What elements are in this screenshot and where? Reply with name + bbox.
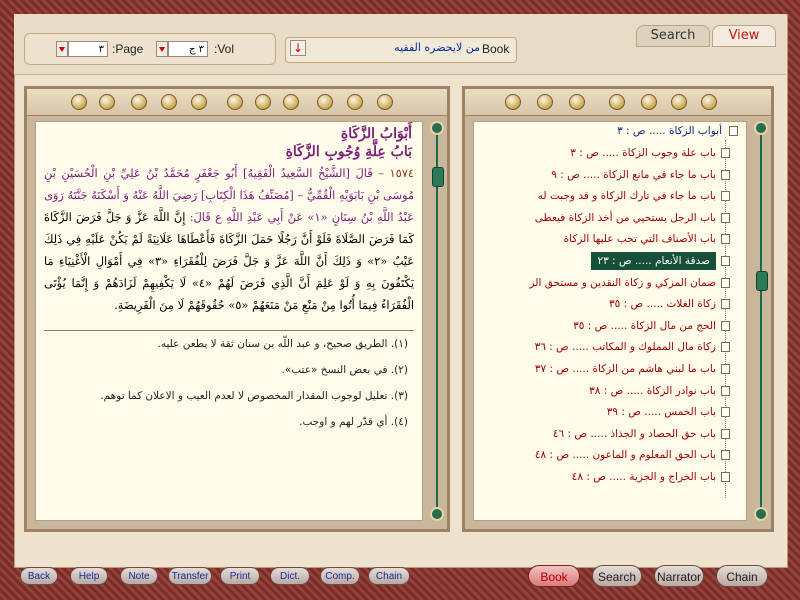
tree-item[interactable]: صدقة الأنعام ..... ص : ٢٣ bbox=[591, 252, 716, 270]
page-dropdown-button[interactable] bbox=[56, 41, 68, 57]
tree-node-icon[interactable] bbox=[721, 299, 730, 309]
tree-node-icon[interactable] bbox=[721, 170, 730, 180]
tree-item[interactable]: باب ما لبني هاشم من الزكاة ..... ص : ٣٧ bbox=[534, 363, 716, 375]
volume-dropdown-button[interactable] bbox=[156, 41, 168, 57]
text-toolbar bbox=[27, 89, 447, 116]
note-icon[interactable] bbox=[161, 94, 177, 110]
scroll-down-ornament[interactable] bbox=[754, 507, 768, 521]
tree-node-icon[interactable] bbox=[721, 386, 730, 396]
tree-node-icon[interactable] bbox=[721, 256, 730, 266]
book-title[interactable]: من لايحضره الفقيه bbox=[394, 41, 480, 54]
chain-nav-button[interactable]: Chain bbox=[716, 565, 768, 587]
previous-icon[interactable] bbox=[377, 94, 393, 110]
scroll-up-ornament[interactable] bbox=[430, 121, 444, 135]
tree-item[interactable]: باب علة وجوب الزكاة ..... ص : ٣ bbox=[570, 147, 716, 159]
index-scrollbar[interactable] bbox=[754, 121, 768, 521]
scroll-thumb[interactable] bbox=[756, 271, 768, 291]
marker-icon[interactable] bbox=[255, 94, 271, 110]
tree-item[interactable]: باب الخراج و الجزية ..... ص : ٤٨ bbox=[571, 471, 716, 483]
tree-item[interactable]: باب حق الحصاد و الجذاذ ..... ص : ٤٦ bbox=[552, 427, 716, 440]
transfer-button[interactable]: Transfer bbox=[168, 567, 212, 585]
tree-item[interactable]: باب الأصناف التي تجب عليها الزكاة bbox=[563, 233, 716, 246]
print-button[interactable]: Print bbox=[220, 567, 260, 585]
tree-root[interactable]: أبواب الزكاة ..... ص : ٣ bbox=[617, 125, 722, 137]
tree-item[interactable]: باب نوادر الزكاة ..... ص : ٣٨ bbox=[589, 384, 716, 397]
index-toolbar bbox=[465, 89, 771, 116]
scroll-down-ornament[interactable] bbox=[430, 507, 444, 521]
hadith-body: إِنَّ اللَّهَ عَزَّ وَ جَلَّ فَرَضَ الزَّكَاةَ كَمَا فَرَضَ الصَّلَاةَ فَلَوْ أَنَّ رَجُلًا حَمَلَ الزَّكَاةَ فَأَعْطَاهَا عَلَانِيَةً لَمْ يَكُنْ عَلَيْهِ فِي ذَلِكَ عَيْبٌ «٢» وَ ذَلِكَ أَنَّ اللَّهَ عَزَّ وَ جَلَّ فَرَضَ لِلْفُقَرَاءِ «٣» فِي أَمْوَالِ الْأَغْنِيَاءِ مَا يَكْتَفُونَ بِهِ وَ لَوْ عَلِمَ أَنَّ الَّذِي فَرَضَ لَهُمْ «٤» لَا يَكْفِيهِمْ لَزَادَهُمْ وَ إِنَّمَا يُؤْتَى الْفُقَرَاءُ فِيمَا أُتُوا مِنْ مَنْعِ مَنْ مَنَعَهُمْ «٥» حُقُوقَهُمْ لَا مِنَ الْفَرِيضَةِ. bbox=[44, 210, 415, 312]
edit-icon[interactable] bbox=[191, 94, 207, 110]
index-tree bbox=[473, 121, 747, 521]
footnote: (٣). تعليل لوجوب المقدار المخصوص لا لعدم العيب و الاعلان كما توهم. bbox=[100, 390, 408, 402]
tree-item[interactable]: باب الرجل يستحيي من أخذ الزكاة فيعطى bbox=[534, 211, 716, 224]
tree-node-icon[interactable] bbox=[721, 342, 730, 352]
tree-item[interactable]: زكاة مال المملوك و المكاتب ..... ص : ٣٦ bbox=[534, 341, 716, 354]
book-button[interactable]: Book bbox=[528, 565, 580, 587]
scroll-thumb[interactable] bbox=[432, 167, 444, 187]
tree-node-icon[interactable] bbox=[721, 472, 730, 482]
tab-search[interactable]: Search bbox=[636, 25, 710, 47]
back-button[interactable]: Back bbox=[20, 567, 58, 585]
section-heading: أَبْوَابُ الزَّكَاةِ bbox=[340, 126, 412, 142]
filter-icon[interactable] bbox=[569, 94, 585, 110]
next-icon[interactable] bbox=[131, 94, 147, 110]
footnote: (٤). أي قدّر لهم و اوجب. bbox=[299, 416, 408, 428]
tree-node-icon[interactable] bbox=[721, 234, 730, 244]
narrator-button[interactable]: Narrator bbox=[654, 565, 704, 587]
tree-item[interactable]: باب الخمس ..... ص : ٣٩ bbox=[606, 406, 716, 419]
tree-node-icon[interactable] bbox=[721, 148, 730, 158]
tree-node-icon[interactable] bbox=[721, 364, 730, 374]
tree-item[interactable]: ضمان المزكي و زكاة النقدين و مستحق الز bbox=[529, 276, 716, 289]
align-icon[interactable] bbox=[347, 94, 363, 110]
tree-item[interactable]: الحج من مال الزكاة ..... ص : ٣٥ bbox=[573, 319, 716, 332]
scroll-track bbox=[760, 121, 762, 521]
tree-root-node[interactable] bbox=[729, 126, 738, 136]
comp-button[interactable]: Comp. bbox=[320, 567, 360, 585]
first-page-icon[interactable] bbox=[71, 94, 87, 110]
chain-button[interactable]: Chain bbox=[368, 567, 410, 585]
book-icon[interactable] bbox=[505, 94, 521, 110]
volume-field[interactable]: ٣ ج bbox=[168, 41, 208, 57]
tree-node-icon[interactable] bbox=[721, 321, 730, 331]
volume-label: :Vol bbox=[214, 42, 235, 56]
bookmark-icon[interactable] bbox=[537, 94, 553, 110]
tree-node-icon[interactable] bbox=[721, 191, 730, 201]
hadith-text bbox=[36, 162, 422, 316]
scroll-up-ornament[interactable] bbox=[754, 121, 768, 135]
index-panel bbox=[462, 86, 774, 532]
text-panel bbox=[24, 86, 450, 532]
pen-icon[interactable] bbox=[283, 94, 299, 110]
tree-view bbox=[474, 122, 746, 520]
footnote: (٢). في بعض النسخ «عتب». bbox=[281, 364, 408, 376]
tree-item[interactable]: باب الحق المعلوم و الماعون ..... ص : ٤٨ bbox=[534, 449, 716, 462]
collapse-icon[interactable] bbox=[641, 94, 657, 110]
tree-node-icon[interactable] bbox=[721, 213, 730, 223]
tree-item[interactable]: باب ما جاء في مانع الزكاة ..... ص : ٩ bbox=[551, 168, 716, 181]
tab-view[interactable]: View bbox=[712, 25, 776, 47]
expand-icon[interactable] bbox=[609, 94, 625, 110]
tree-node-icon[interactable] bbox=[721, 407, 730, 417]
tree-node-icon[interactable] bbox=[721, 450, 730, 460]
search-button[interactable]: Search bbox=[592, 565, 642, 587]
page-label: :Page bbox=[112, 42, 144, 56]
note-button[interactable]: Note bbox=[120, 567, 158, 585]
tree-item[interactable]: زكاة الغلات ..... ص : ٣٥ bbox=[609, 298, 716, 311]
chapter-heading: بَابُ عِلَّةِ وُجُوبِ الزَّكَاةِ bbox=[285, 144, 412, 160]
list-icon[interactable] bbox=[99, 94, 115, 110]
footnote: (١). الطريق صحيح، و عبد اللّه بن سنان ثقة لا يطعن عليه. bbox=[157, 338, 408, 350]
page-field[interactable]: ٣ bbox=[68, 41, 108, 57]
highlight-icon[interactable] bbox=[227, 94, 243, 110]
text-scrollbar[interactable] bbox=[430, 121, 444, 521]
copy-icon[interactable] bbox=[317, 94, 333, 110]
book-dropdown-arrow-icon[interactable]: ↓ bbox=[290, 40, 306, 56]
text-content bbox=[35, 121, 423, 521]
find-icon[interactable] bbox=[671, 94, 687, 110]
tree-item[interactable]: باب ما جاء في تارك الزكاة و قد وجبت له bbox=[537, 190, 716, 203]
tree-node-icon[interactable] bbox=[721, 278, 730, 288]
hadith-chain: قَالَ [الشَّيْخُ السَّعِيدُ الْفَقِيهُ] أَبُو جَعْفَرٍ مُحَمَّدُ بْنُ عَلِيِّ بْنِ الْحُسَيْنِ بْنِ مُوسَى بْنِ بَابَوَيْهِ الْقُمِّيُّ – [مُصَنِّفُ هَذَا الْكِتَابِ] رَضِيَ اللَّهُ عَنْهُ وَ أَسْكَنَهُ جَنَّتَهُ رَوَى عَبْدُ اللَّهِ بْنُ سِنَانٍ «١» عَنْ أَبِي عَبْدِ اللَّهِ ع قَالَ: bbox=[43, 166, 414, 224]
dict-button[interactable]: Dict. bbox=[270, 567, 310, 585]
help-button[interactable]: Help bbox=[70, 567, 108, 585]
back-arrow-icon[interactable] bbox=[701, 94, 717, 110]
tree-node-icon[interactable] bbox=[721, 429, 730, 439]
hadith-number: ١٥٧٤ – bbox=[372, 166, 415, 180]
book-label: Book bbox=[482, 42, 510, 56]
